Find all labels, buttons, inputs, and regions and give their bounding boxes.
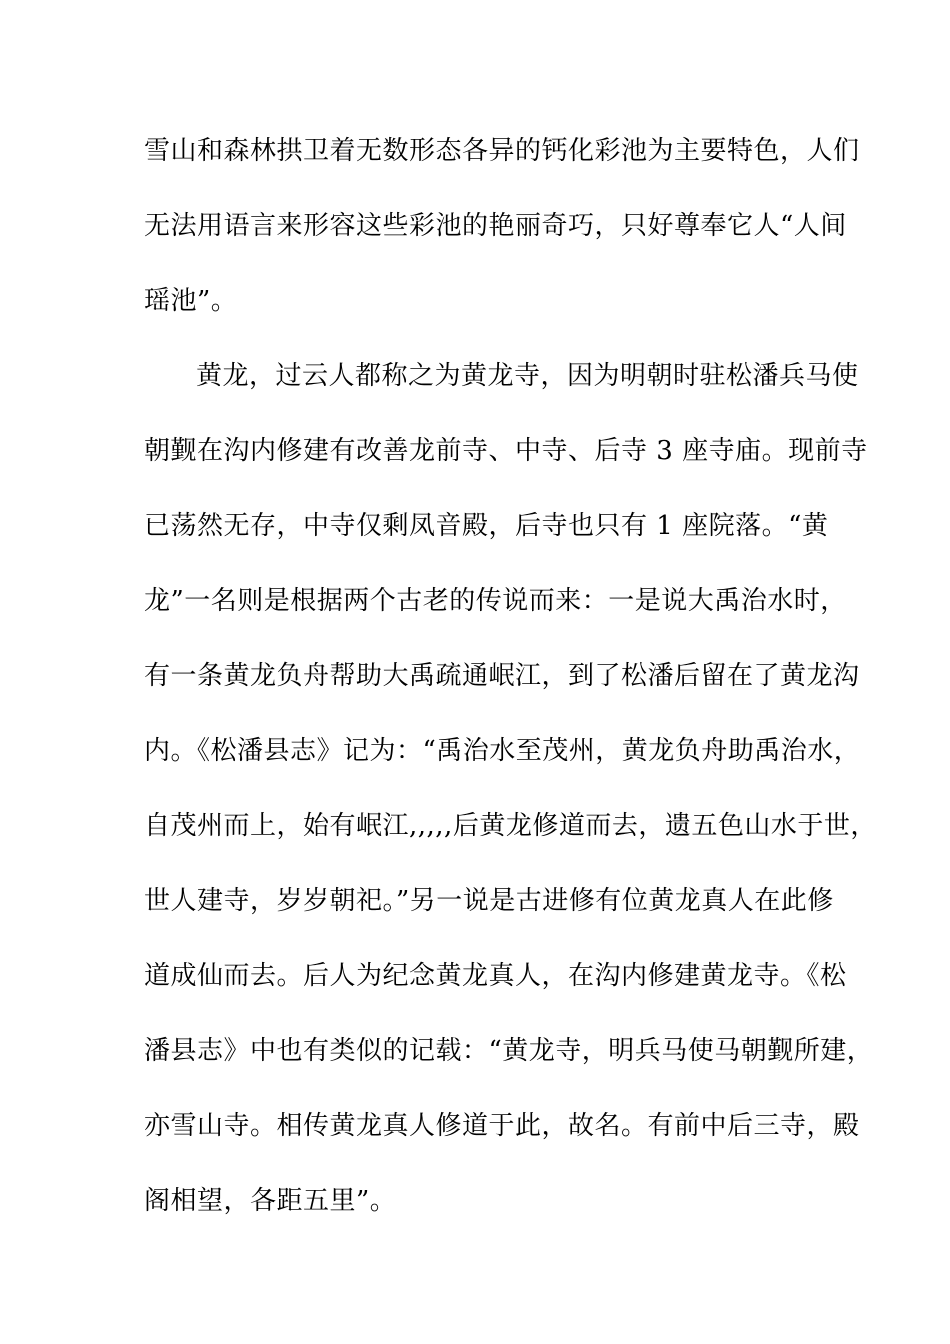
text-line: 道成仙而去。后人为纪念黄龙真人，在沟内修建黄龙寺。《松 bbox=[144, 961, 847, 991]
text-line: 已荡然无存，中寺仅剩凤音殿，后寺也只有 1 座院落。“黄 bbox=[144, 511, 829, 541]
text-line: 雪山和森林拱卫着无数形态各异的钙化彩池为主要特色，人们 bbox=[144, 136, 860, 166]
text-line: 内。《松潘县志》记为：“禹治水至茂州，黄龙负舟助禹治水， bbox=[144, 736, 861, 766]
text-line: 阁相望，各距五里”。 bbox=[144, 1186, 397, 1216]
text-line: 瑶池”。 bbox=[144, 286, 238, 316]
text-line: 有一条黄龙负舟帮助大禹疏通岷江，到了松潘后留在了黄龙沟 bbox=[144, 661, 860, 691]
text-line: 亦雪山寺。相传黄龙真人修道于此，故名。有前中后三寺，殿 bbox=[144, 1111, 860, 1141]
paragraph-first-line: 黄龙，过云人都称之为黄龙寺，因为明朝时驻松潘兵马使 bbox=[196, 361, 859, 391]
text-line: 无法用语言来形容这些彩池的艳丽奇巧，只好尊奉它人“人间 bbox=[144, 211, 847, 241]
text-line: 潘县志》中也有类似的记载：“黄龙寺，明兵马使马朝觐所建， bbox=[144, 1036, 874, 1066]
text-line: 世人建寺，岁岁朝祀。”另一说是古进修有位黄龙真人在此修 bbox=[144, 886, 834, 916]
text-line: 自茂州而上，始有岷江,,,,,后黄龙修道而去，遗五色山水于世， bbox=[144, 811, 877, 841]
text-line: 朝觐在沟内修建有改善龙前寺、中寺、后寺 3 座寺庙。现前寺 bbox=[144, 436, 868, 466]
text-line: 龙”一名则是根据两个古老的传说而来：一是说大禹治水时， bbox=[144, 586, 847, 616]
